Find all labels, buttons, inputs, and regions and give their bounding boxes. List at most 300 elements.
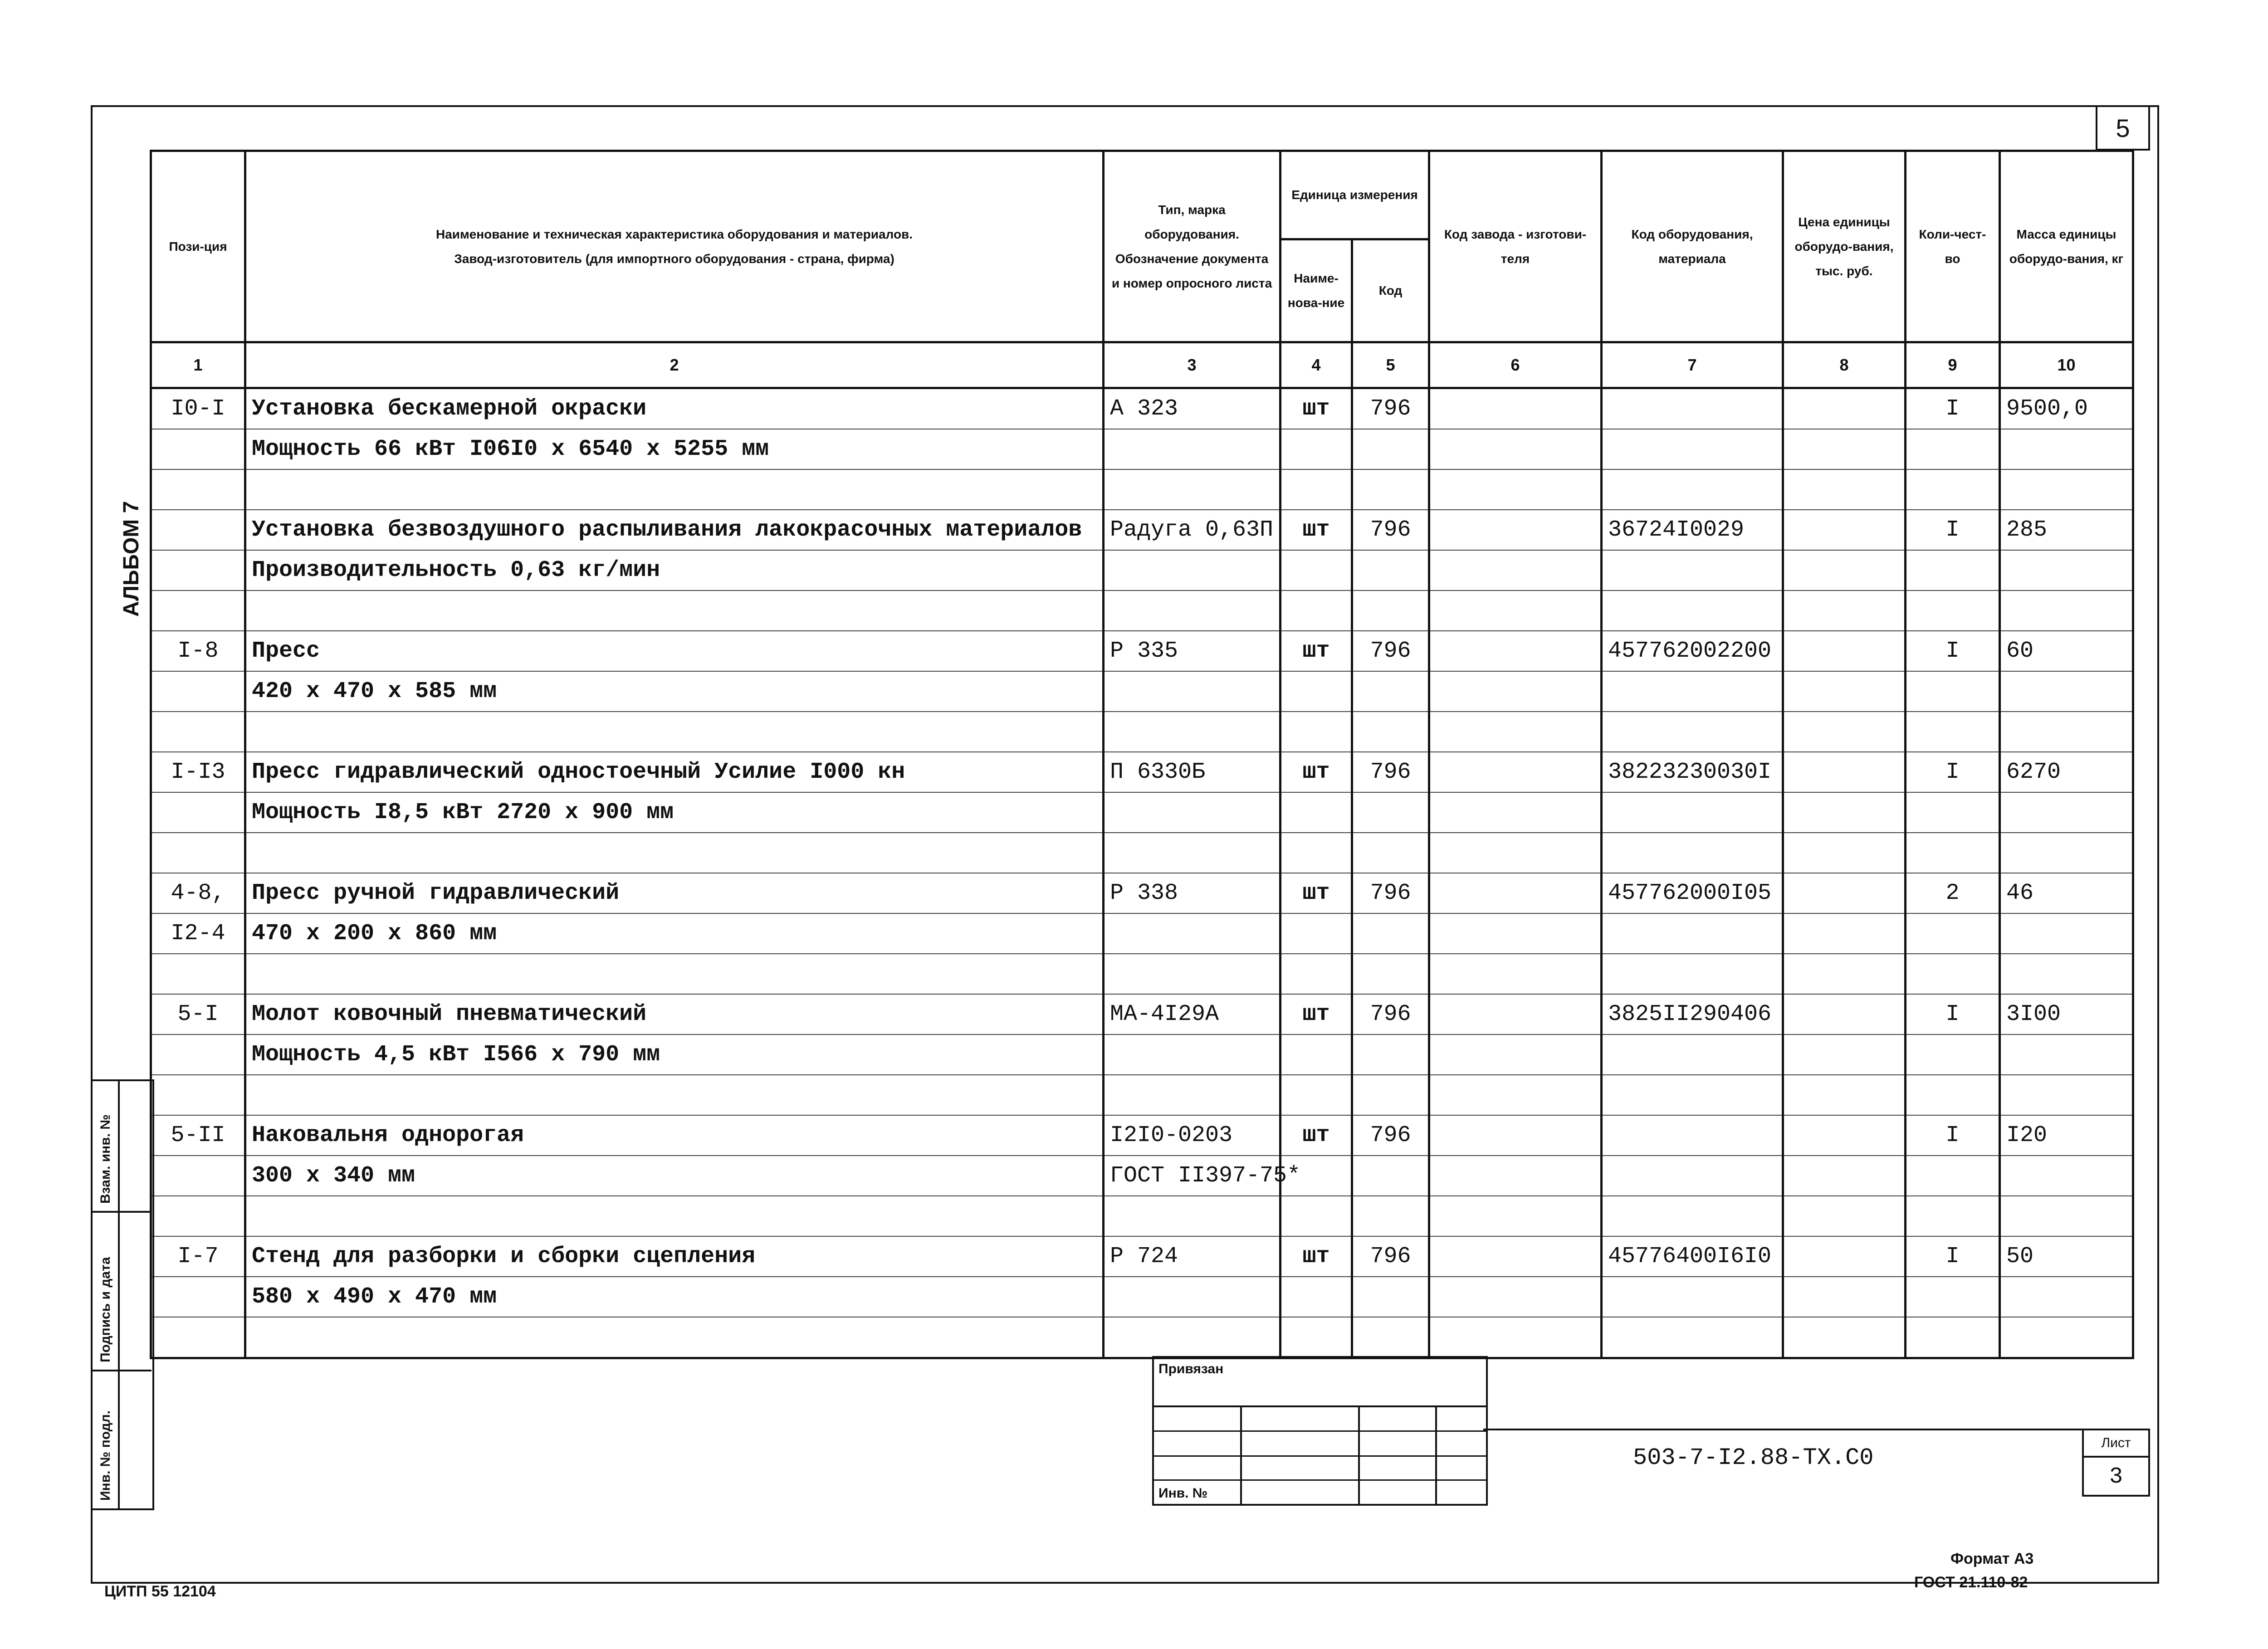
cell-position	[151, 833, 245, 873]
cell-mass	[2000, 429, 2133, 469]
cell-type	[1104, 429, 1281, 469]
cell-mass: 9500,0	[2000, 388, 2133, 429]
header-equipment-code: Код оборудования, материала	[1602, 151, 1783, 342]
cell-equipment-code	[1602, 1034, 1783, 1075]
cell-price	[1783, 1034, 1906, 1075]
table-row	[151, 671, 2133, 712]
cell-name: 470 х 200 х 860 мм	[245, 913, 1104, 954]
cell-type	[1104, 954, 1281, 994]
table-row	[151, 631, 2133, 671]
cell-type: Р 335	[1104, 631, 1281, 671]
inv-label: Инв. №	[1158, 1486, 1208, 1501]
cell-quantity	[1906, 913, 2000, 954]
cell-unit-code: 796	[1352, 1115, 1429, 1156]
cell-factory-code	[1429, 1236, 1602, 1277]
cell-type: Радуга 0,63П	[1104, 510, 1281, 550]
cell-price	[1783, 469, 1906, 510]
cell-unit	[1281, 1034, 1352, 1075]
table-row	[151, 792, 2133, 833]
header-name-line2: Завод-изготовитель (для импортного оборудования - страна, фирма)	[454, 251, 894, 266]
column-number: 2	[245, 342, 1104, 388]
cell-position: I-8	[151, 631, 245, 671]
table-row	[151, 752, 2133, 792]
cell-equipment-code: 36724I0029	[1602, 510, 1783, 550]
cell-equipment-code	[1602, 954, 1783, 994]
cell-position	[151, 429, 245, 469]
sheet-box	[2082, 1429, 2150, 1497]
cell-quantity: I	[1906, 994, 2000, 1034]
cell-unit-code	[1352, 712, 1429, 752]
cell-name	[245, 469, 1104, 510]
cell-unit: шт	[1281, 388, 1352, 429]
cell-unit	[1281, 712, 1352, 752]
cell-type	[1104, 913, 1281, 954]
cell-unit-code	[1352, 1156, 1429, 1196]
cell-type	[1104, 833, 1281, 873]
cell-factory-code	[1429, 429, 1602, 469]
cell-unit	[1281, 833, 1352, 873]
cell-equipment-code: 457762000I05	[1602, 873, 1783, 913]
cell-unit-code	[1352, 1034, 1429, 1075]
cell-factory-code	[1429, 1317, 1602, 1358]
cell-quantity	[1906, 1277, 2000, 1317]
cell-price	[1783, 913, 1906, 954]
cell-factory-code	[1429, 388, 1602, 429]
cell-mass	[2000, 833, 2133, 873]
header-quantity: Коли-чест-во	[1906, 151, 2000, 342]
title-block	[1152, 1356, 1488, 1506]
cell-unit-code	[1352, 954, 1429, 994]
cell-equipment-code	[1602, 1115, 1783, 1156]
cell-mass	[2000, 1196, 2133, 1236]
cell-name: Установка безвоздушного распыливания лакокрасочных материалов	[245, 510, 1104, 550]
cell-position	[151, 1196, 245, 1236]
cell-price	[1783, 994, 1906, 1034]
cell-unit-code: 796	[1352, 752, 1429, 792]
side-label-inv: Инв. № подл.	[98, 1410, 113, 1501]
cell-unit-code	[1352, 469, 1429, 510]
cell-name: Мощность 4,5 кВт I566 х 790 мм	[245, 1034, 1104, 1075]
cell-position	[151, 469, 245, 510]
cell-position: I2-4	[151, 913, 245, 954]
page-number: 5	[2096, 105, 2150, 151]
cell-equipment-code	[1602, 1317, 1783, 1358]
cell-mass	[2000, 550, 2133, 590]
side-label-podpis: Подпись и дата	[98, 1257, 113, 1362]
column-number: 8	[1783, 342, 1906, 388]
cell-type	[1104, 1196, 1281, 1236]
cell-position	[151, 1075, 245, 1115]
cell-factory-code	[1429, 1196, 1602, 1236]
cell-type: П 6330Б	[1104, 752, 1281, 792]
cell-type	[1104, 1034, 1281, 1075]
cell-factory-code	[1429, 1075, 1602, 1115]
cell-name	[245, 712, 1104, 752]
header-unit-code: Код	[1352, 239, 1429, 342]
cell-price	[1783, 792, 1906, 833]
cell-mass	[2000, 590, 2133, 631]
cell-unit: шт	[1281, 994, 1352, 1034]
cell-type	[1104, 1317, 1281, 1358]
cell-type	[1104, 792, 1281, 833]
cell-quantity	[1906, 1075, 2000, 1115]
cell-position	[151, 550, 245, 590]
cell-mass	[2000, 469, 2133, 510]
cell-name: Пресс гидравлический одностоечный Усилие I000 кн	[245, 752, 1104, 792]
cell-position: I-7	[151, 1236, 245, 1277]
cell-unit-code	[1352, 1075, 1429, 1115]
cell-unit: шт	[1281, 752, 1352, 792]
table-row	[151, 954, 2133, 994]
cell-factory-code	[1429, 550, 1602, 590]
cell-factory-code	[1429, 913, 1602, 954]
cell-mass: 6270	[2000, 752, 2133, 792]
cell-mass: 46	[2000, 873, 2133, 913]
cell-unit-code: 796	[1352, 994, 1429, 1034]
cell-price	[1783, 1196, 1906, 1236]
cell-quantity: I	[1906, 752, 2000, 792]
document-code: 503-7-I2.88-ТХ.С0	[1633, 1444, 1874, 1471]
table-row	[151, 1196, 2133, 1236]
cell-type	[1104, 712, 1281, 752]
cell-factory-code	[1429, 752, 1602, 792]
cell-mass	[2000, 1277, 2133, 1317]
cell-quantity: I	[1906, 631, 2000, 671]
cipt-label: ЦИТП 55 12104	[104, 1583, 216, 1600]
cell-name	[245, 1317, 1104, 1358]
table-row	[151, 913, 2133, 954]
cell-position	[151, 712, 245, 752]
cell-unit	[1281, 429, 1352, 469]
cell-position	[151, 792, 245, 833]
cell-position: 5-II	[151, 1115, 245, 1156]
cell-factory-code	[1429, 873, 1602, 913]
cell-price	[1783, 550, 1906, 590]
cell-factory-code	[1429, 792, 1602, 833]
cell-mass	[2000, 712, 2133, 752]
column-number: 6	[1429, 342, 1602, 388]
cell-unit: шт	[1281, 631, 1352, 671]
cell-unit	[1281, 469, 1352, 510]
cell-name	[245, 1196, 1104, 1236]
cell-quantity	[1906, 1034, 2000, 1075]
cell-name	[245, 833, 1104, 873]
table-row	[151, 388, 2133, 429]
column-number: 4	[1281, 342, 1352, 388]
column-number: 9	[1906, 342, 2000, 388]
cell-position	[151, 1317, 245, 1358]
table-row	[151, 994, 2133, 1034]
table-row	[151, 1317, 2133, 1358]
cell-equipment-code: 38223230030I	[1602, 752, 1783, 792]
title-rule	[1483, 1429, 2082, 1430]
cell-type	[1104, 1277, 1281, 1317]
cell-type	[1104, 1075, 1281, 1115]
cell-position	[151, 671, 245, 712]
sheet-label: Лист	[2084, 1430, 2148, 1458]
cell-price	[1783, 590, 1906, 631]
cell-equipment-code	[1602, 1075, 1783, 1115]
cell-position: 5-I	[151, 994, 245, 1034]
cell-unit-code	[1352, 590, 1429, 631]
cell-type: А 323	[1104, 388, 1281, 429]
cell-name: Молот ковочный пневматический	[245, 994, 1104, 1034]
cell-unit: шт	[1281, 510, 1352, 550]
cell-name	[245, 1075, 1104, 1115]
cell-type: Р 724	[1104, 1236, 1281, 1277]
cell-price	[1783, 873, 1906, 913]
cell-unit: шт	[1281, 1236, 1352, 1277]
cell-name: 580 х 490 х 470 мм	[245, 1277, 1104, 1317]
cell-mass: 50	[2000, 1236, 2133, 1277]
cell-unit	[1281, 1277, 1352, 1317]
header-name-line1: Наименование и техническая характеристика оборудования и материалов.	[435, 227, 913, 241]
cell-unit	[1281, 671, 1352, 712]
cell-type: I2I0-0203	[1104, 1115, 1281, 1156]
cell-equipment-code	[1602, 1196, 1783, 1236]
cell-price	[1783, 1115, 1906, 1156]
cell-unit	[1281, 1196, 1352, 1236]
cell-equipment-code: 45776400I6I0	[1602, 1236, 1783, 1277]
cell-equipment-code	[1602, 388, 1783, 429]
header-type: Тип, марка оборудования. Обозначение документа и номер опросного листа	[1104, 151, 1281, 342]
cell-factory-code	[1429, 671, 1602, 712]
cell-quantity	[1906, 833, 2000, 873]
cell-factory-code	[1429, 1156, 1602, 1196]
cell-name: Пресс ручной гидравлический	[245, 873, 1104, 913]
cell-price	[1783, 388, 1906, 429]
header-unit-name: Наиме-нова-ние	[1281, 239, 1352, 342]
gost-label: ГОСТ 21.110-82	[1914, 1574, 2028, 1591]
table-row	[151, 833, 2133, 873]
cell-factory-code	[1429, 1277, 1602, 1317]
cell-mass	[2000, 913, 2133, 954]
cell-equipment-code	[1602, 671, 1783, 712]
cell-factory-code	[1429, 1034, 1602, 1075]
cell-name: 420 х 470 х 585 мм	[245, 671, 1104, 712]
cell-factory-code	[1429, 712, 1602, 752]
cell-name	[245, 954, 1104, 994]
cell-price	[1783, 1277, 1906, 1317]
cell-unit-code	[1352, 1196, 1429, 1236]
cell-name: Мощность I8,5 кВт 2720 х 900 мм	[245, 792, 1104, 833]
cell-position	[151, 1156, 245, 1196]
cell-name: Производительность 0,63 кг/мин	[245, 550, 1104, 590]
header-position: Пози-ция	[151, 151, 245, 342]
cell-unit	[1281, 1075, 1352, 1115]
cell-quantity	[1906, 671, 2000, 712]
cell-quantity: I	[1906, 1115, 2000, 1156]
cell-price	[1783, 631, 1906, 671]
cell-quantity	[1906, 712, 2000, 752]
cell-unit	[1281, 550, 1352, 590]
cell-price	[1783, 429, 1906, 469]
album-label: АЛЬБОМ 7	[119, 501, 143, 617]
cell-unit-code: 796	[1352, 873, 1429, 913]
cell-equipment-code	[1602, 712, 1783, 752]
cell-name: 300 х 340 мм	[245, 1156, 1104, 1196]
cell-unit-code: 796	[1352, 631, 1429, 671]
cell-unit: шт	[1281, 1115, 1352, 1156]
side-cell-vzam	[93, 1081, 152, 1213]
cell-factory-code	[1429, 833, 1602, 873]
cell-factory-code	[1429, 954, 1602, 994]
column-number: 3	[1104, 342, 1281, 388]
side-cell-podpis	[93, 1213, 152, 1371]
cell-equipment-code	[1602, 1156, 1783, 1196]
cell-position: 4-8,	[151, 873, 245, 913]
table-row	[151, 469, 2133, 510]
table-row	[151, 712, 2133, 752]
cell-mass	[2000, 792, 2133, 833]
cell-type	[1104, 590, 1281, 631]
cell-unit-code	[1352, 1317, 1429, 1358]
cell-equipment-code: 3825II290406	[1602, 994, 1783, 1034]
cell-mass	[2000, 1075, 2133, 1115]
cell-position	[151, 590, 245, 631]
cell-name: Установка бескамерной окраски	[245, 388, 1104, 429]
cell-quantity: 2	[1906, 873, 2000, 913]
cell-unit-code: 796	[1352, 510, 1429, 550]
cell-mass	[2000, 954, 2133, 994]
table-body	[151, 388, 2133, 1358]
cell-factory-code	[1429, 994, 1602, 1034]
table-row	[151, 1156, 2133, 1196]
cell-unit: шт	[1281, 873, 1352, 913]
cell-name: Наковальня однорогая	[245, 1115, 1104, 1156]
privyazan-label: Привязан	[1158, 1361, 1224, 1376]
table-row	[151, 873, 2133, 913]
table-row	[151, 1236, 2133, 1277]
cell-price	[1783, 712, 1906, 752]
cell-unit-code	[1352, 792, 1429, 833]
sheet-number: 3	[2109, 1464, 2123, 1490]
header-name	[245, 151, 1104, 342]
cell-equipment-code	[1602, 429, 1783, 469]
column-number: 7	[1602, 342, 1783, 388]
cell-factory-code	[1429, 590, 1602, 631]
table-row	[151, 1115, 2133, 1156]
side-label-vzam: Взам. инв. №	[98, 1114, 113, 1204]
cell-quantity	[1906, 429, 2000, 469]
cell-price	[1783, 1317, 1906, 1358]
table-row	[151, 1277, 2133, 1317]
cell-quantity	[1906, 469, 2000, 510]
table-row	[151, 429, 2133, 469]
side-cell-inv	[93, 1371, 152, 1508]
cell-unit-code	[1352, 550, 1429, 590]
cell-equipment-code	[1602, 550, 1783, 590]
cell-price	[1783, 954, 1906, 994]
cell-factory-code	[1429, 631, 1602, 671]
cell-quantity: I	[1906, 388, 2000, 429]
cell-equipment-code: 457762002200	[1602, 631, 1783, 671]
cell-unit-code: 796	[1352, 1236, 1429, 1277]
cell-name: Пресс	[245, 631, 1104, 671]
cell-equipment-code	[1602, 1277, 1783, 1317]
cell-price	[1783, 671, 1906, 712]
cell-unit-code	[1352, 913, 1429, 954]
cell-mass	[2000, 1156, 2133, 1196]
cell-price	[1783, 752, 1906, 792]
cell-mass	[2000, 1034, 2133, 1075]
cell-equipment-code	[1602, 792, 1783, 833]
cell-unit-code	[1352, 833, 1429, 873]
cell-unit-code	[1352, 1277, 1429, 1317]
cell-price	[1783, 1236, 1906, 1277]
cell-position	[151, 510, 245, 550]
table-row	[151, 510, 2133, 550]
cell-unit-code: 796	[1352, 388, 1429, 429]
cell-mass	[2000, 1317, 2133, 1358]
cell-quantity	[1906, 792, 2000, 833]
cell-quantity	[1906, 590, 2000, 631]
table-row	[151, 550, 2133, 590]
cell-quantity: I	[1906, 1236, 2000, 1277]
cell-mass: 285	[2000, 510, 2133, 550]
cell-equipment-code	[1602, 590, 1783, 631]
equipment-table	[150, 150, 2134, 1359]
header-factory-code: Код завода - изготови-теля	[1429, 151, 1602, 342]
cell-type	[1104, 671, 1281, 712]
cell-unit	[1281, 913, 1352, 954]
cell-position	[151, 954, 245, 994]
cell-type	[1104, 550, 1281, 590]
cell-mass: 3I00	[2000, 994, 2133, 1034]
cell-mass: I20	[2000, 1115, 2133, 1156]
cell-unit	[1281, 792, 1352, 833]
cell-equipment-code	[1602, 469, 1783, 510]
cell-mass: 60	[2000, 631, 2133, 671]
cell-unit	[1281, 954, 1352, 994]
cell-equipment-code	[1602, 913, 1783, 954]
cell-position: I-I3	[151, 752, 245, 792]
cell-name: Стенд для разборки и сборки сцепления	[245, 1236, 1104, 1277]
cell-factory-code	[1429, 1115, 1602, 1156]
cell-name	[245, 590, 1104, 631]
cell-position	[151, 1277, 245, 1317]
cell-quantity	[1906, 1317, 2000, 1358]
cell-unit-code	[1352, 429, 1429, 469]
cell-unit-code	[1352, 671, 1429, 712]
cell-price	[1783, 1075, 1906, 1115]
cell-type: ГОСТ II397-75*	[1104, 1156, 1281, 1196]
cell-factory-code	[1429, 510, 1602, 550]
cell-quantity	[1906, 954, 2000, 994]
cell-unit	[1281, 590, 1352, 631]
cell-quantity	[1906, 550, 2000, 590]
cell-name: Мощность 66 кВт I06I0 х 6540 х 5255 мм	[245, 429, 1104, 469]
cell-price	[1783, 510, 1906, 550]
column-number: 5	[1352, 342, 1429, 388]
cell-quantity	[1906, 1196, 2000, 1236]
cell-factory-code	[1429, 469, 1602, 510]
table-row	[151, 590, 2133, 631]
cell-quantity: I	[1906, 510, 2000, 550]
cell-position	[151, 1034, 245, 1075]
cell-equipment-code	[1602, 833, 1783, 873]
header-mass: Масса единицы оборудо-вания, кг	[2000, 151, 2133, 342]
table-row	[151, 1075, 2133, 1115]
cell-quantity	[1906, 1156, 2000, 1196]
cell-price	[1783, 1156, 1906, 1196]
column-number: 1	[151, 342, 245, 388]
format-label: Формат А3	[1950, 1550, 2034, 1567]
cell-type	[1104, 469, 1281, 510]
header-unit-group: Единица измерения	[1281, 151, 1429, 239]
table-row	[151, 1034, 2133, 1075]
cell-unit	[1281, 1317, 1352, 1358]
